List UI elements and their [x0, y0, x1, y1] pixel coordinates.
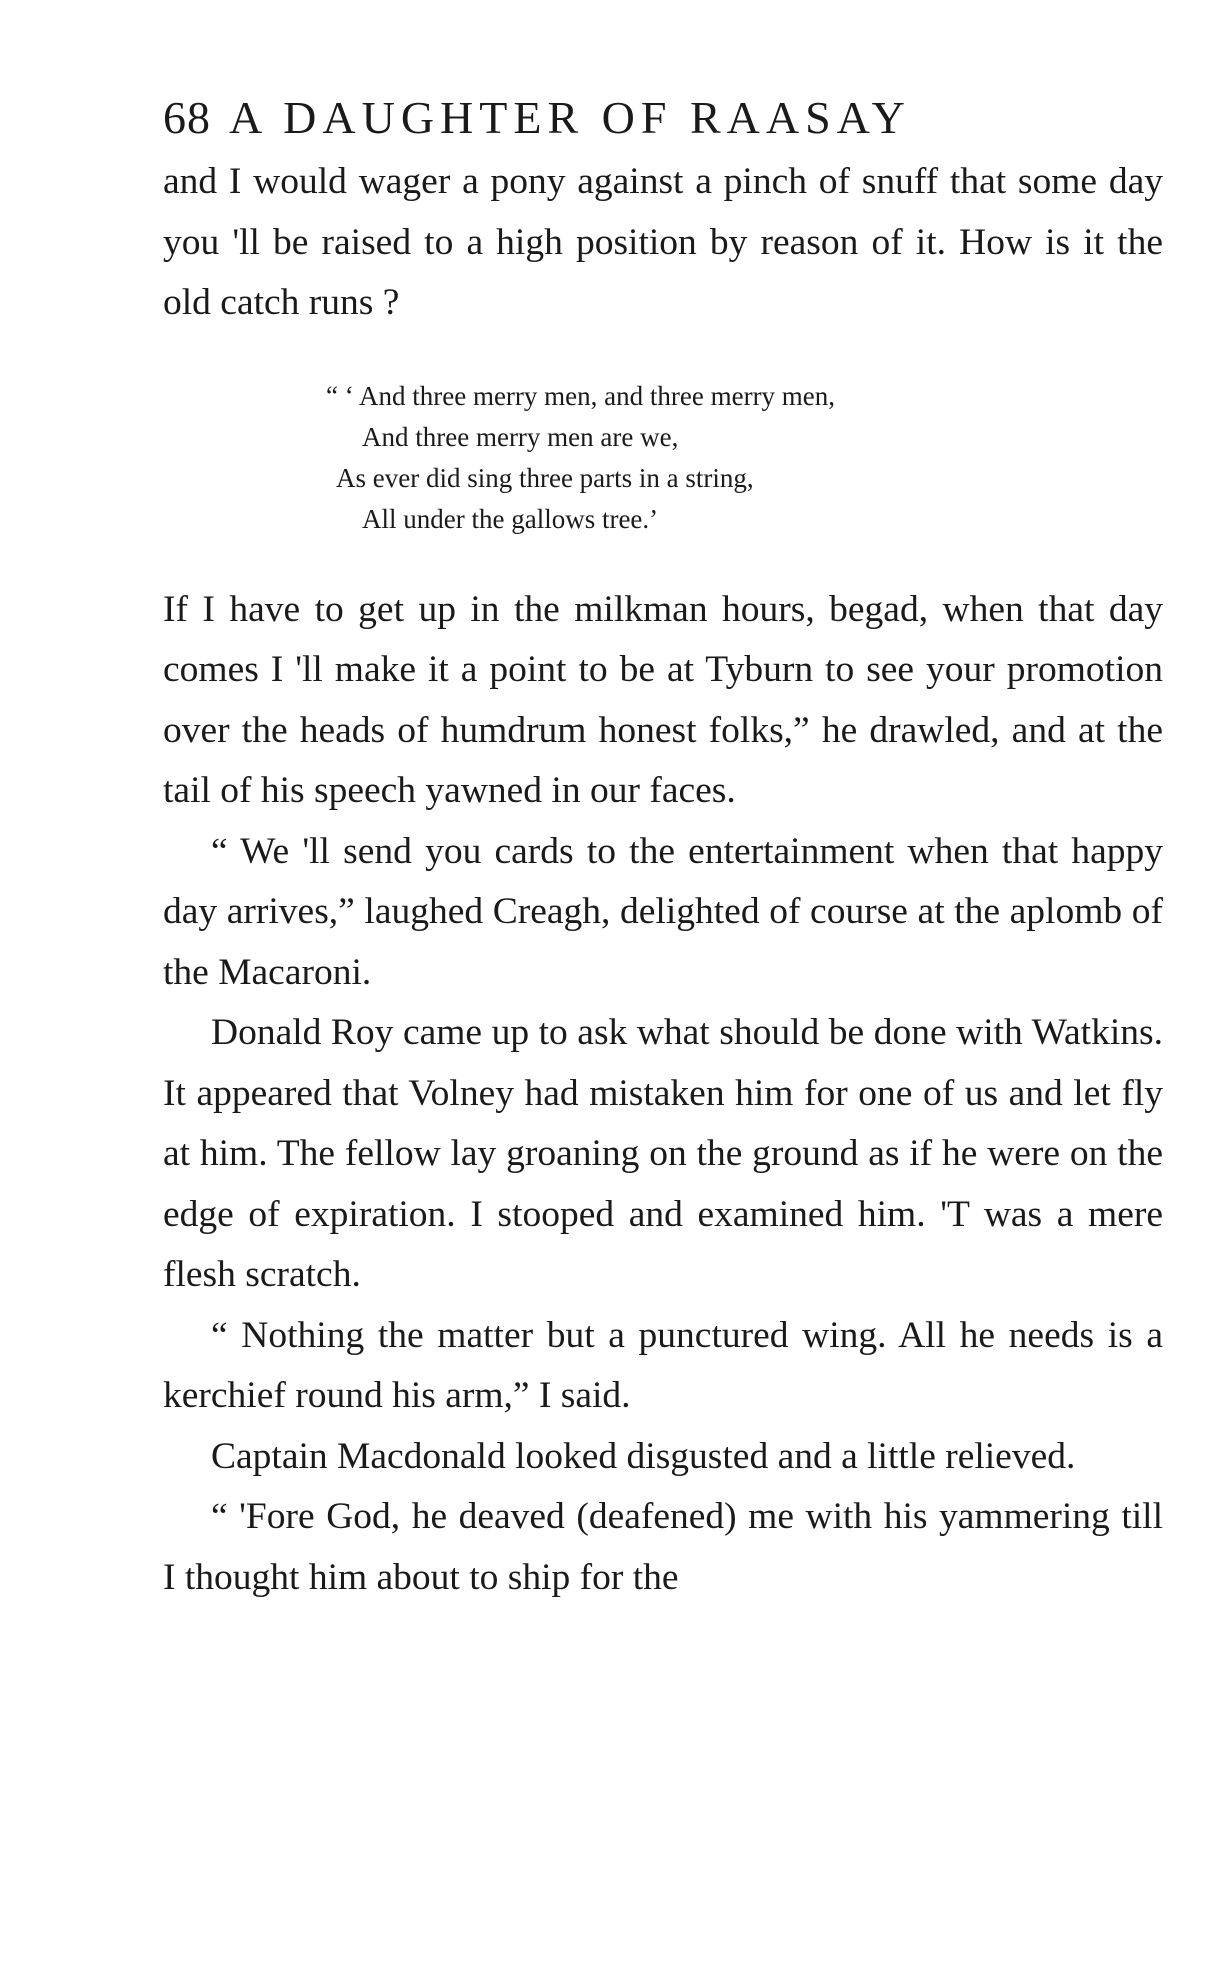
- verse-line-2: And three merry men are we,: [362, 421, 679, 452]
- verse-line-4: All under the gallows tree.’: [362, 503, 659, 534]
- running-title: A DAUGHTER OF RAASAY: [229, 92, 911, 143]
- paragraph-2: If I have to get up in the milkman hours, begad, when that day comes I 'll make it a point to be at Tyburn to see your promotion over the heads of humdrum honest folks,” he drawled, and at the tail of his speech yawned in our faces.: [163, 588, 1163, 811]
- paragraph-7: “ 'Fore God, he deaved (deafened) me with his yammering till I thought him about to ship for the: [163, 1496, 1163, 1598]
- paragraph-1: and I would wager a pony against a pinch of snuff that some day you 'll be raised to a high position by reason of it. How is it the old catch runs ?: [163, 161, 1163, 323]
- verse-block: [163, 376, 1163, 540]
- running-head: [163, 88, 1163, 148]
- paragraph-6: Captain Macdonald looked disgusted and a little relieved.: [211, 1435, 1076, 1477]
- page-number: 68: [163, 92, 211, 143]
- book-page: [163, 88, 1163, 1608]
- paragraph-4: Donald Roy came up to ask what should be done with Watkins. It appeared that Volney had mistaken him for one of us and let fly at him. The fellow lay groaning on the ground as if he were on the edge of expiration. I stooped and examined him. 'T was a mere flesh scratch.: [163, 1012, 1163, 1295]
- verse-line-1: “ ‘ And three merry men, and three merry men,: [326, 380, 836, 411]
- paragraph-3: “ We 'll send you cards to the entertainment when that happy day arrives,” laughed Creagh, delighted of course at the aplomb of the Macaroni.: [163, 830, 1163, 993]
- verse-line-3: As ever did sing three parts in a string,: [336, 462, 754, 493]
- paragraph-5: “ Nothing the matter but a punctured wing. All he needs is a kerchief round his arm,” I said.: [163, 1314, 1163, 1416]
